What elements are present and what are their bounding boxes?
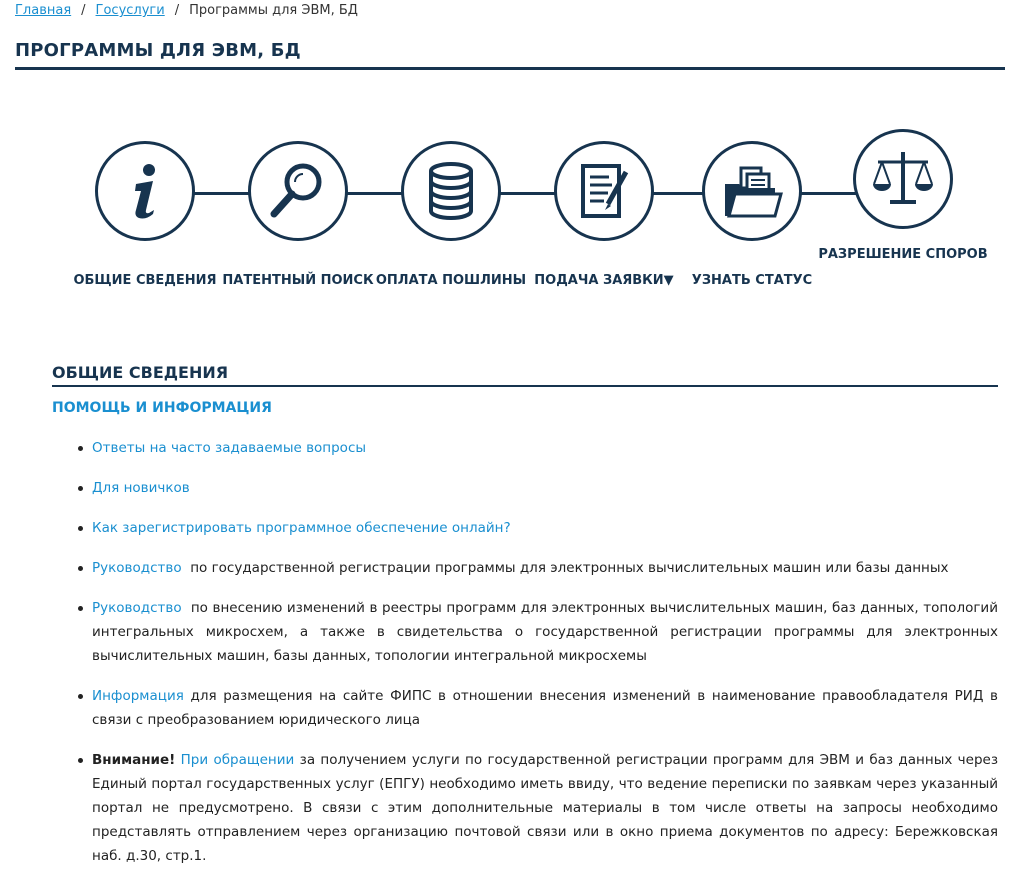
appeal-link[interactable]: При обращении — [180, 752, 295, 768]
breadcrumb — [15, 2, 358, 20]
list-item-text: для размещения на сайте ФИПС в отношении внесения изменений в наименование правообладателя РИД в связи с преобразованием юридического лица — [92, 688, 998, 728]
information-link[interactable]: Информация — [92, 688, 184, 704]
list-item-text: за получением услуги по государственной регистрации программ для ЭВМ и баз данных через Единый портал государственных услуг (ЕПГУ) необходимо иметь ввиду, что ведение переписки по заявкам через указанный портал не предусмотрено. В связи с этим дополнительные материалы в том числе ответы на запросы необходимо представлять отправлением через организацию почтовой связи или в окно приема документов по адресу: Бережковская наб. д.30, стр.1. — [92, 752, 998, 864]
step-label[interactable]: УЗНАТЬ СТАТУС — [691, 273, 813, 288]
step-circle[interactable] — [401, 141, 501, 241]
step-label[interactable]: ОПЛАТА ПОШЛИНЫ — [375, 273, 527, 288]
list-item — [92, 684, 998, 732]
list-item — [92, 516, 998, 540]
magnifier-icon — [265, 158, 331, 224]
info-icon — [112, 158, 178, 224]
step-circle[interactable] — [853, 129, 953, 229]
scales-icon — [870, 146, 936, 212]
attention-label: Внимание! — [92, 752, 176, 768]
step-submit-application[interactable] — [519, 141, 689, 293]
section-divider — [52, 385, 998, 387]
step-label[interactable]: ПОДАЧА ЗАЯВКИ▼ — [534, 273, 674, 288]
breadcrumb-separator: / — [81, 3, 86, 18]
list-item — [92, 596, 998, 668]
online-registration-link[interactable]: Как зарегистрировать программное обеспечение онлайн? — [92, 520, 511, 536]
step-label[interactable]: ПАТЕНТНЫЙ ПОИСК — [222, 273, 374, 288]
list-item-text: по государственной регистрации программы для электронных вычислительных машин или базы данных — [190, 560, 949, 576]
step-patent-search[interactable] — [213, 141, 383, 293]
section-title: ОБЩИЕ СВЕДЕНИЯ — [52, 363, 229, 382]
changes-guide-link[interactable]: Руководство — [92, 600, 182, 616]
list-item — [92, 556, 998, 580]
page-title: ПРОГРАММЫ ДЛЯ ЭВМ, БД — [15, 40, 301, 61]
breadcrumb-gosuslugi-link[interactable]: Госуслуги — [95, 3, 165, 18]
breadcrumb-home-link[interactable]: Главная — [15, 3, 72, 18]
folder-files-icon — [719, 158, 785, 224]
help-info-list — [52, 436, 998, 884]
list-item-text: по внесению изменений в реестры программ для электронных вычислительных машин, баз данных, топологий интегральных микросхем, а также в свидетельства о государственной регистрации программы для электронных вычислительных машин, базы данных, топологии интегральной микросхемы — [92, 600, 998, 664]
faq-link[interactable]: Ответы на часто задаваемые вопросы — [92, 440, 367, 456]
list-item — [92, 748, 998, 868]
title-divider — [15, 67, 1005, 70]
document-pen-icon — [571, 158, 637, 224]
coins-icon — [418, 158, 484, 224]
step-dispute-resolution[interactable] — [818, 129, 988, 267]
step-circle[interactable] — [248, 141, 348, 241]
breadcrumb-current: Программы для ЭВМ, БД — [189, 3, 358, 18]
step-check-status[interactable] — [667, 141, 837, 293]
step-circle[interactable] — [95, 141, 195, 241]
step-label[interactable]: ОБЩИЕ СВЕДЕНИЯ — [73, 273, 217, 288]
step-label[interactable]: РАЗРЕШЕНИЕ СПОРОВ — [818, 247, 988, 262]
list-item — [92, 436, 998, 460]
step-circle[interactable] — [554, 141, 654, 241]
list-item — [92, 476, 998, 500]
beginners-link[interactable]: Для новичков — [92, 480, 190, 496]
step-fee-payment[interactable] — [366, 141, 536, 293]
help-info-heading: ПОМОЩЬ И ИНФОРМАЦИЯ — [52, 400, 272, 416]
step-general-info[interactable] — [60, 141, 230, 293]
step-circle[interactable] — [702, 141, 802, 241]
registration-guide-link[interactable]: Руководство — [92, 560, 182, 576]
breadcrumb-separator: / — [174, 3, 180, 18]
